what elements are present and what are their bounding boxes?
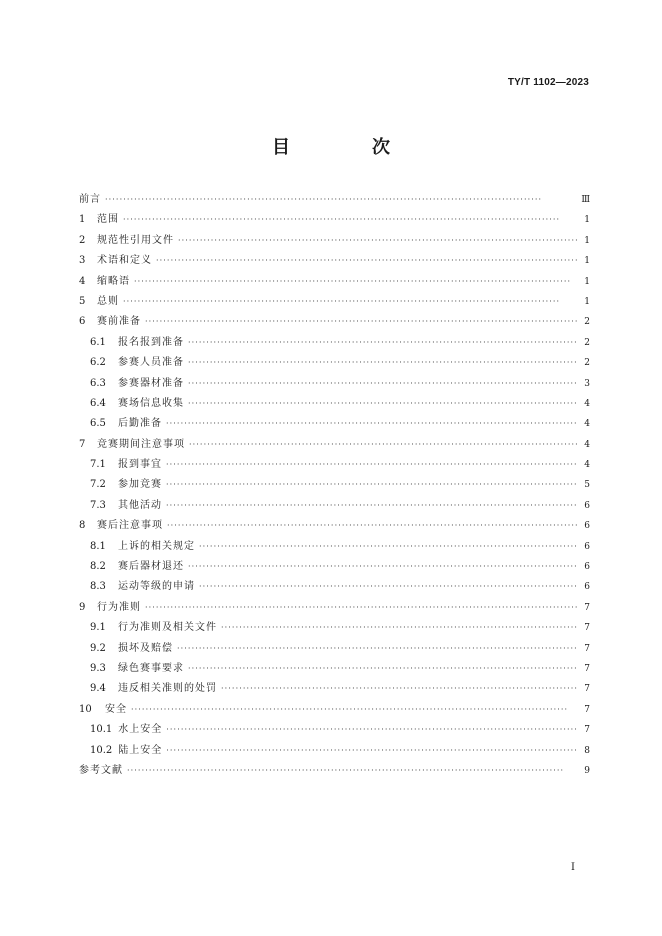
toc-entry-label: 上诉的相关规定 [118,540,195,552]
toc-entry-page: 8 [584,745,590,756]
toc-entry-page: 1 [584,235,590,246]
toc-subentry[interactable] [79,394,590,414]
toc-subentry[interactable] [79,618,590,638]
toc-entry[interactable] [79,435,590,455]
dot-leader [188,374,578,394]
toc-subentry[interactable] [79,720,590,740]
toc-entry-label: 参加竞赛 [118,479,162,491]
dot-leader [166,496,578,516]
toc-entry-number: 9.1 [90,622,106,634]
toc-subentry[interactable] [79,679,590,699]
toc-entry-number: 7.1 [90,459,106,471]
dot-leader [123,292,578,312]
toc-entry-label: 规范性引用文件 [97,234,174,246]
toc-entry-page: 1 [584,296,590,307]
toc-entry[interactable] [79,598,590,618]
dot-leader [145,312,578,332]
toc-entry-number: 9 [79,601,86,613]
toc-subentry[interactable] [79,475,590,495]
dot-leader [178,231,578,251]
toc-entry-page: 4 [584,398,590,409]
toc-entry-number: 6.5 [90,418,106,430]
toc-subentry[interactable] [79,741,590,761]
toc-entry-page: 7 [584,725,590,736]
toc-entry-number: 9.4 [90,683,106,695]
toc-entry-label: 行为准则及相关文件 [118,622,217,634]
toc-entry-page: 1 [584,215,590,226]
toc-entry-page: Ⅲ [581,195,590,205]
toc-entry-number: 8.2 [90,561,106,573]
toc-subentry[interactable] [79,374,590,394]
toc-entry-label: 范围 [97,214,119,226]
toc-entry-label: 报名报到准备 [118,336,184,348]
toc-entry[interactable] [79,210,590,230]
toc-entry-label: 前言 [79,194,101,205]
toc-entry-number: 9.2 [90,642,106,654]
dot-leader [188,394,578,414]
dot-leader [188,659,578,679]
page-number: I [571,862,575,873]
toc-subentry[interactable] [79,333,590,353]
page-title: 目 次 [272,137,422,158]
toc-entry-page: 2 [584,358,590,369]
toc-entry-number: 3 [79,255,86,267]
toc-entry-page: 4 [584,419,590,430]
toc-entry-page: 7 [584,704,590,715]
dot-leader [166,475,578,495]
toc-entry-label: 赛场信息收集 [118,397,184,409]
toc-entry-page: 9 [584,765,590,776]
toc-entry-page: 2 [584,317,590,328]
toc-entry-number: 6 [79,316,86,328]
toc-entry[interactable] [79,700,590,720]
toc-subentry[interactable] [79,537,590,557]
toc-entry[interactable] [79,231,590,251]
toc-entry-label: 安全 [105,703,127,715]
toc-entry[interactable] [79,516,590,536]
dot-leader [145,598,578,618]
dot-leader [188,353,578,373]
toc-entry[interactable] [79,190,590,210]
toc-entry-page: 2 [584,337,590,348]
toc-entry-number: 5 [79,295,86,307]
dot-leader [105,190,577,210]
toc-entry-page: 4 [584,460,590,471]
toc-entry-label: 参赛器材准备 [118,377,184,389]
toc-entry-label: 竞赛期间注意事项 [97,438,185,450]
dot-leader [167,516,578,536]
dot-leader [134,272,578,292]
toc-entry[interactable] [79,272,590,292]
dot-leader [177,639,578,659]
toc-entry-label: 损坏及赔偿 [118,642,173,654]
dot-leader [199,577,578,597]
toc-entry-number: 10 [79,703,92,715]
dot-leader [123,210,578,230]
dot-leader [166,455,578,475]
toc-entry-page: 6 [584,521,590,532]
toc-subentry[interactable] [79,557,590,577]
dot-leader [188,333,578,353]
toc-entry-number: 2 [79,234,86,246]
toc-entry-label: 绿色赛事要求 [118,662,184,674]
toc-entry-number: 7.2 [90,479,106,491]
toc-entry-page: 6 [584,541,590,552]
toc-subentry[interactable] [79,659,590,679]
dot-leader [156,251,578,271]
toc-subentry[interactable] [79,577,590,597]
dot-leader [188,557,578,577]
toc-entry-label: 后勤准备 [118,418,162,430]
toc-entry-label: 报到事宜 [118,459,162,471]
toc-subentry[interactable] [79,496,590,516]
toc-entry-page: 7 [584,684,590,695]
dot-leader [221,679,578,699]
toc-entry-label: 术语和定义 [97,255,152,267]
toc-entry-label: 参考文献 [79,764,123,776]
toc-entry-page: 1 [584,276,590,287]
toc-entry-label: 总则 [97,295,119,307]
toc-subentry[interactable] [79,414,590,434]
toc-entry-page: 6 [584,582,590,593]
dot-leader [189,435,578,455]
toc-entry-label: 陆上安全 [118,744,163,756]
toc-entry-number: 10.2 [90,744,113,756]
toc-entry[interactable] [79,251,590,271]
toc-entry-number: 8.3 [90,581,106,593]
toc-entry-page: 1 [584,256,590,267]
table-of-contents [79,190,590,781]
toc-entry-number: 1 [79,214,86,226]
toc-entry-page: 3 [584,378,590,389]
toc-entry[interactable] [79,292,590,312]
toc-entry-label: 其他活动 [118,499,162,511]
toc-entry-label: 水上安全 [118,724,163,736]
toc-entry-number: 6.1 [90,336,106,348]
toc-entry-page: 7 [584,602,590,613]
toc-entry-number: 9.3 [90,662,106,674]
dot-leader [221,618,578,638]
toc-entry-page: 5 [584,480,590,491]
toc-entry-page: 7 [584,663,590,674]
toc-entry-label: 缩略语 [97,275,130,287]
standard-code: TY/T 1102—2023 [507,77,589,88]
dot-leader [166,414,578,434]
dot-leader [127,761,578,781]
toc-entry-number: 7 [79,438,86,450]
dot-leader [166,720,578,740]
toc-entry[interactable] [79,761,590,781]
toc-entry-number: 8 [79,520,86,532]
toc-entry-number: 4 [79,275,86,287]
toc-entry-label: 行为准则 [97,601,141,613]
dot-leader [166,741,578,761]
toc-entry-number: 6.3 [90,377,106,389]
toc-subentry[interactable] [79,353,590,373]
toc-entry-label: 违反相关准则的处罚 [118,683,217,695]
toc-entry-label: 运动等级的申请 [118,581,195,593]
toc-entry-number: 7.3 [90,499,106,511]
toc-entry-page: 7 [584,643,590,654]
toc-entry-label: 参赛人员准备 [118,357,184,369]
dot-leader [199,537,578,557]
toc-entry-label: 赛前准备 [97,316,141,328]
toc-entry-number: 6.4 [90,397,106,409]
toc-entry-label: 赛后注意事项 [97,520,163,532]
toc-subentry[interactable] [79,639,590,659]
toc-entry-number: 6.2 [90,357,106,369]
toc-entry-number: 8.1 [90,540,106,552]
toc-entry-page: 7 [584,623,590,634]
toc-entry-page: 6 [584,562,590,573]
dot-leader [131,700,578,720]
toc-entry-page: 4 [584,439,590,450]
toc-entry-label: 赛后器材退还 [118,561,184,573]
toc-entry-page: 6 [584,500,590,511]
toc-entry-number: 10.1 [90,724,113,736]
toc-subentry[interactable] [79,455,590,475]
toc-entry[interactable] [79,312,590,332]
